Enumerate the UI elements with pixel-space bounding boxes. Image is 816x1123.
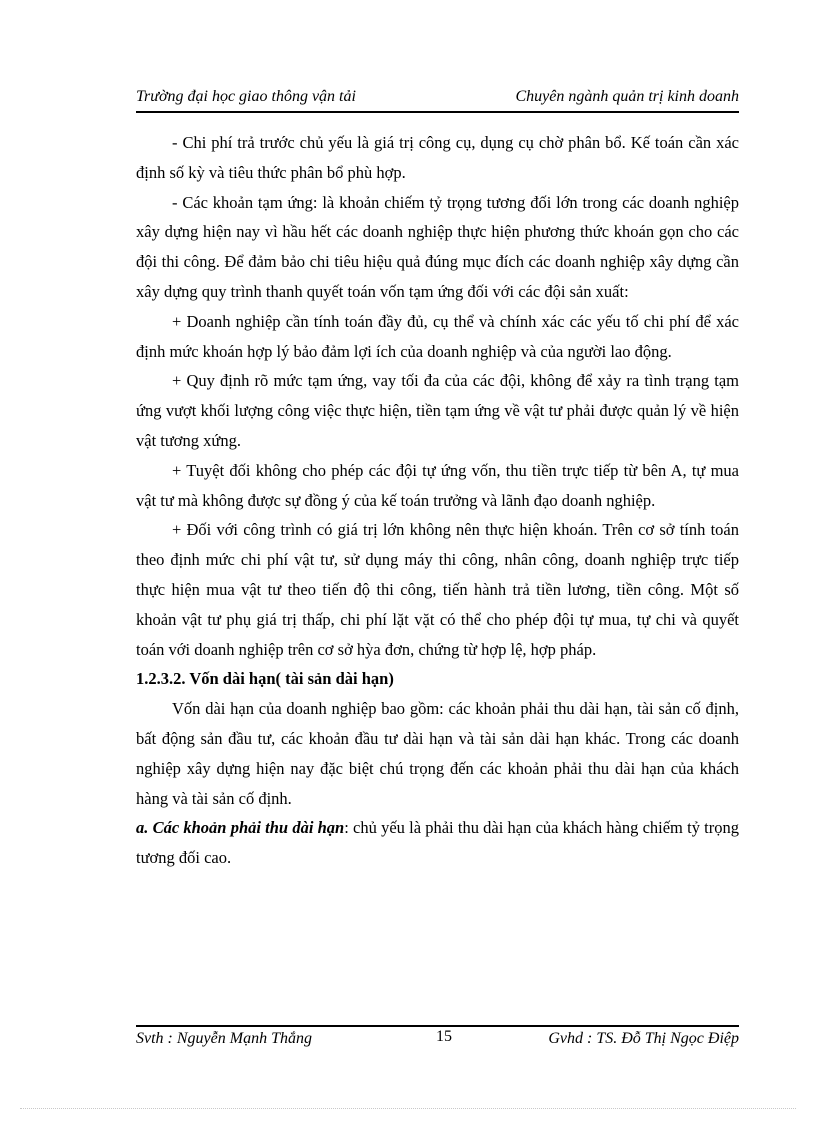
- section-heading: 1.2.3.2. Vốn dài hạn( tài sản dài hạn): [136, 669, 394, 689]
- page-body: [136, 128, 739, 873]
- subheading-receivables: a. Các khoản phải thu dài hạn: [136, 818, 345, 838]
- page-header: [136, 86, 739, 112]
- footer-student-name: Svth : Nguyễn Mạnh Thắng: [136, 1030, 312, 1047]
- paragraph-large-projects: + Đối với công trình có giá trị lớn không nên thực hiện khoán. Trên cơ sở tính toán theo định mức chi phí vật tư, sử dụng máy thi công, nhân công, doanh nghiệp trực tiếp thực hiện mua vật tư theo tiến độ thi công, tiến hành trả tiền lương, tiền công. Một số khoản vật tư phụ giá trị thấp, chi phí lặt vặt có thể cho phép đội tự mua, tự chi và quyết toán với doanh nghiệp trên cơ sở hỳa đơn, chứng từ hợp lệ, hợp pháp.: [136, 520, 739, 659]
- paragraph-calculate-costs: + Doanh nghiệp cần tính toán đầy đủ, cụ thể và chính xác các yếu tố chi phí để xác định mức khoán hợp lý bảo đảm lợi ích của doanh nghiệp và của người lao động.: [136, 311, 739, 361]
- paragraph-prepaid-expenses: - Chi phí trả trước chủ yếu là giá trị công cụ, dụng cụ chờ phân bổ. Kế toán cần xác định số kỳ và tiêu thức phân bổ phù hợp.: [136, 133, 739, 182]
- page-number: 15: [436, 1028, 452, 1045]
- paragraph-long-term-capital: Vốn dài hạn của doanh nghiệp bao gồm: các khoản phải thu dài hạn, tài sản cố định, bất động sản đầu tư, các khoản đầu tư dài hạn và tài sản dài hạn khác. Trong các doanh nghiệp xây dựng hiện nay đặc biệt chú trọng đến các khoản phải thu dài hạn của khách hàng và tài sản cố định.: [136, 699, 739, 808]
- page-footer: [136, 1028, 739, 1054]
- paragraph-long-term-receivables: [136, 813, 739, 873]
- header-divider: [136, 111, 739, 113]
- paragraph-advances: - Các khoản tạm ứng: là khoản chiếm tỷ trọng tương đối lớn trong các doanh nghiệp xây dựng hiện nay vì hầu hết các doanh nghiệp thực hiện phương thức khoán gọn cho các đội thi công. Để đảm bảo chi tiêu hiệu quả đúng mục đích các doanh nghiệp xây dựng cần xây dựng quy trình thanh quyết toán vốn tạm ứng đối với các đội sản xuất:: [136, 192, 739, 301]
- receivables-text: : chủ yếu là phải thu dài hạn của khách hàng chiếm tỷ trọng tương đối cao.: [136, 818, 739, 868]
- paragraph-advance-limits: + Quy định rõ mức tạm ứng, vay tối đa của các đội, không để xảy ra tình trạng tạm ứng vượt khối lượng công việc thực hiện, tiền tạm ứng về vật tư phải được quản lý về hiện vật tương xứng.: [136, 371, 739, 450]
- footer-divider: [136, 1025, 739, 1027]
- paragraph-no-self-funding: + Tuyệt đối không cho phép các đội tự ứng vốn, thu tiền trực tiếp từ bên A, tự mua vật tư mà không được sự đồng ý của kế toán trưởng và lãnh đạo doanh nghiệp.: [136, 460, 739, 510]
- page-bottom-border: [20, 1108, 796, 1109]
- footer-advisor-name: Gvhd : TS. Đỗ Thị Ngọc Điệp: [548, 1030, 739, 1047]
- header-school-name: Trường đại học giao thông vận tải: [136, 88, 356, 105]
- header-major-name: Chuyên ngành quản trị kinh doanh: [515, 88, 739, 105]
